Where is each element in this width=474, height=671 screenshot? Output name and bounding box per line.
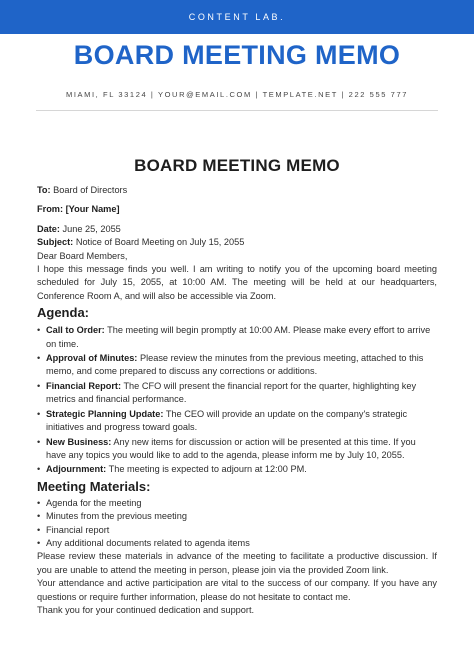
agenda-item-text: Please review the minutes from the previous meeting, attached to this memo, and come prepared to discuss any corrections or additions. (46, 353, 424, 377)
closing-paragraph-1: Please review these materials in advance of the meeting to facilitate a productive discussion. If you are unable to attend the meeting in person, please join via the provided Zoom link. (37, 551, 437, 575)
agenda-item (37, 463, 437, 476)
subject-value: Notice of Board Meeting on July 15, 2055 (75, 237, 245, 248)
agenda-item-label: Adjournment: (46, 464, 107, 475)
memo-heading: BOARD MEETING MEMO (134, 156, 340, 175)
materials-item: • Any additional documents related to agenda items (37, 537, 437, 550)
materials-list (37, 497, 437, 551)
agenda-item-label: Financial Report: (46, 380, 122, 391)
agenda-item-text: The meeting will begin promptly at 10:00 AM. Please make every effort to arrive on time. (46, 325, 431, 349)
agenda-item-text: The meeting is expected to adjourn at 12:00 PM. (108, 464, 307, 475)
closing-paragraph-2: Your attendance and active participation are vital to the success of our company. If you have any questions or require further information, please do not hesitate to contact me. (37, 578, 437, 602)
agenda-item-label: Call to Order: (46, 325, 105, 336)
materials-item: • Agenda for the meeting (37, 497, 437, 510)
brand-name: CONTENT LAB. (188, 12, 286, 22)
to-line (37, 184, 437, 197)
subject-line (37, 236, 437, 249)
agenda-item-text: The CEO will provide an update on the company's strategic initiatives and progress toward goals. (46, 408, 408, 433)
agenda-list (37, 324, 437, 476)
top-banner (0, 0, 474, 34)
agenda-item-text: Any new items for discussion or action will be presented at this time. If you have any topics you would like to add to the agenda, please inform me by July 10, 2055. (46, 436, 416, 460)
contact-line: MIAMI, FL 33124 | YOUR@EMAIL.COM | TEMPLATE.NET | 222 555 777 (66, 90, 408, 99)
agenda-item (37, 324, 437, 351)
agenda-item (37, 436, 437, 463)
agenda-item (37, 408, 437, 435)
salutation: Dear Board Members, (37, 250, 128, 261)
subject-label: Subject: (37, 237, 74, 248)
memo-body (37, 184, 437, 617)
to-value: Board of Directors (53, 185, 128, 195)
agenda-item-text: The CFO will present the financial report for the quarter, highlighting key metrics and financial performance. (46, 380, 417, 405)
header-divider (36, 110, 438, 111)
agenda-item-label: Approval of Minutes: (46, 353, 138, 364)
date-line (37, 223, 437, 236)
agenda-item-label: Strategic Planning Update: (46, 408, 164, 419)
agenda-heading: Agenda: (37, 305, 89, 321)
agenda-item (37, 352, 437, 379)
agenda-item-label: New Business: (46, 436, 112, 447)
main-title: BOARD MEETING MEMO (73, 40, 401, 70)
to-label: To: (37, 185, 51, 195)
from-line (37, 203, 437, 216)
date-value: June 25, 2055 (62, 223, 121, 234)
intro-paragraph: I hope this message finds you well. I am writing to notify you of the upcoming board meeting scheduled for July 15, 2055, at 10:00 AM. The meeting will be held at our headquarters, Conference Room A, and will also be accessible via Zoom. (37, 264, 437, 301)
materials-item: • Minutes from the previous meeting (37, 510, 437, 523)
materials-heading: Meeting Materials: (37, 478, 151, 494)
from-label: From: [Your Name] (37, 204, 120, 215)
date-label: Date: (37, 223, 60, 234)
closing-paragraph-3: Thank you for your continued dedication and support. (37, 604, 255, 615)
agenda-item (37, 380, 437, 407)
materials-item: • Financial report (37, 524, 437, 537)
